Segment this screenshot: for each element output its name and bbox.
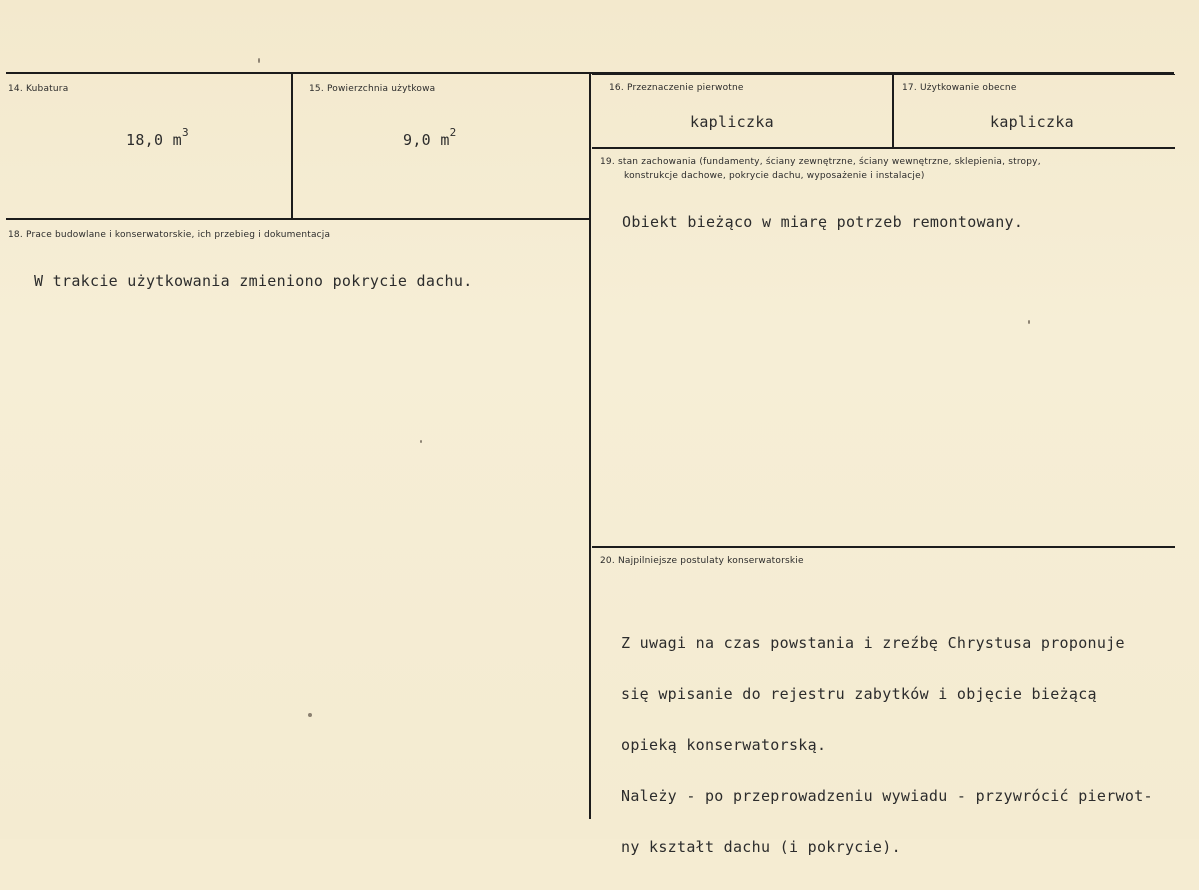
field-15-exponent: 2 [449, 126, 457, 139]
field-14-number: 18,0 m [126, 131, 182, 149]
divider-14-15 [291, 74, 293, 220]
field-19-label-line1: 19. stan zachowania (fundamenty, ściany zewnętrzne, ściany wewnętrzne, sklepienia, stropy, [600, 157, 1041, 167]
field-20-line: ny kształt dachu (i pokrycie). [621, 838, 901, 856]
field-20-label: 20. Najpilniejsze postulaty konserwatorskie [600, 556, 804, 566]
divider-16-17 [892, 75, 894, 148]
paper-speck [1028, 320, 1030, 324]
rule-above-20 [592, 546, 1175, 548]
field-17-value: kapliczka [990, 113, 1074, 131]
field-14-value [126, 126, 189, 149]
paper-speck [308, 713, 312, 717]
field-18-text: W trakcie użytkowania zmieniono pokrycie dachu. [34, 272, 473, 290]
field-16-label: 16. Przeznaczenie pierwotne [609, 83, 744, 93]
field-20-line: się wpisanie do rejestru zabytków i objęcie bieżącą [621, 685, 1097, 703]
paper-speck [420, 440, 422, 443]
field-19-text: Obiekt bieżąco w miarę potrzeb remontowany. [622, 213, 1024, 231]
field-15-label: 15. Powierzchnia użytkowa [309, 84, 436, 94]
field-14-label: 14. Kubatura [8, 84, 69, 94]
field-14-exponent: 3 [182, 126, 189, 139]
field-17-label: 17. Użytkowanie obecne [902, 83, 1017, 93]
paper-speck [258, 58, 260, 63]
rule-above-19 [592, 147, 1175, 149]
top-rule-right [592, 74, 1175, 75]
field-15-number: 9,0 m [403, 131, 450, 149]
center-divider [589, 74, 591, 819]
field-16-value: kapliczka [690, 113, 774, 131]
field-15-value [403, 126, 457, 149]
field-20-line: Należy - po przeprowadzeniu wywiadu - przywrócić pierwot- [621, 787, 1153, 805]
field-20-line: Z uwagi na czas powstania i zreźbę Chrystusa proponuje [621, 634, 1125, 652]
rule-above-18 [6, 218, 591, 220]
field-18-label: 18. Prace budowlane i konserwatorskie, ich przebieg i dokumentacja [8, 230, 331, 240]
field-20-line: opieką konserwatorską. [621, 736, 827, 754]
field-20-text [621, 601, 1153, 890]
field-19-label-line2: konstrukcje dachowe, pokrycie dachu, wyposażenie i instalacje) [624, 171, 925, 181]
